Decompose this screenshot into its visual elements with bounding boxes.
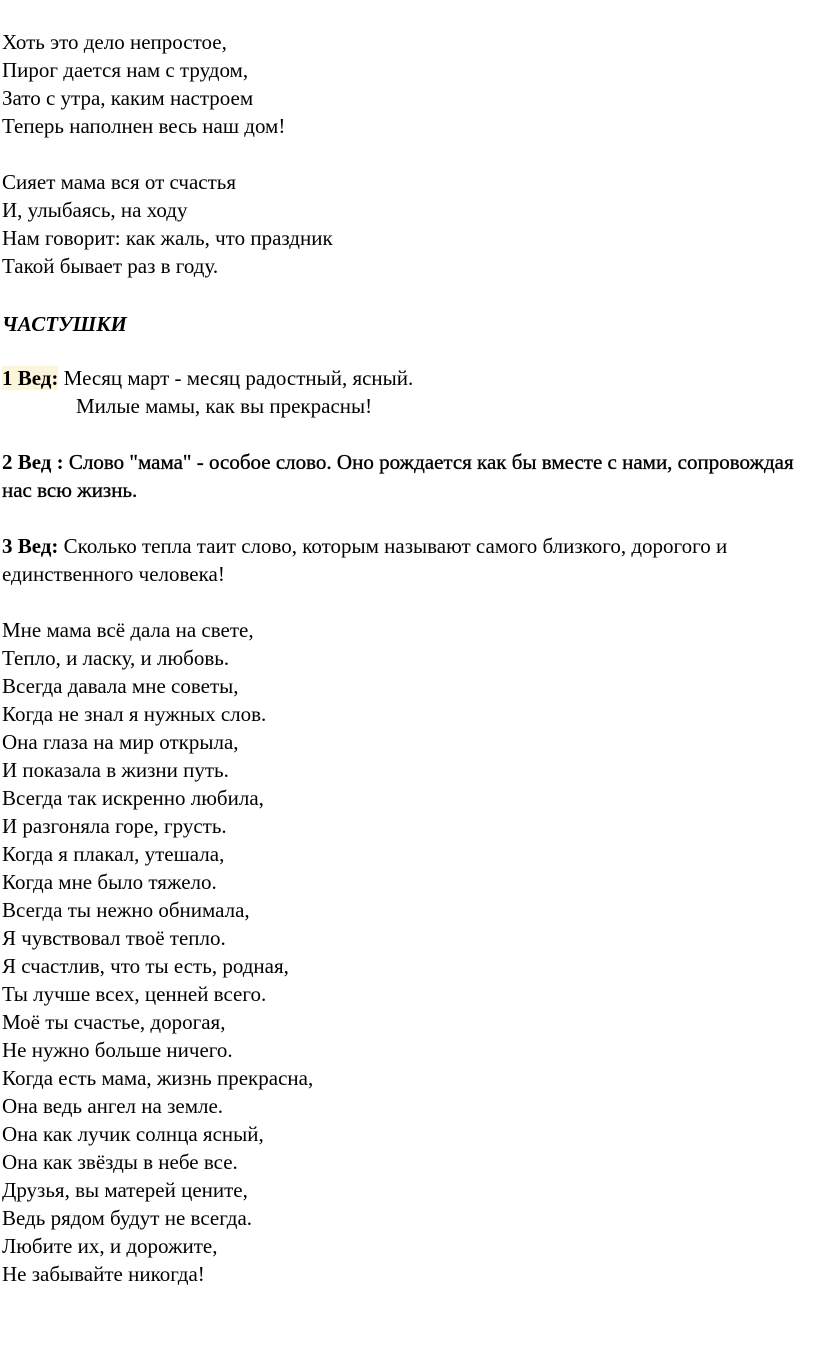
poem-line: И разгоняла горе, грусть.	[2, 814, 227, 838]
spacer	[2, 140, 814, 168]
poem-line: Когда я плакал, утешала,	[2, 842, 225, 866]
poem-line: Ты лучше всех, ценней всего.	[2, 982, 267, 1006]
poem-line: Не забывайте никогда!	[2, 1262, 205, 1286]
poem-line: Всегда так искренно любила,	[2, 786, 264, 810]
poem-line: Всегда давала мне советы,	[2, 674, 239, 698]
spacer	[2, 338, 814, 364]
poem-line: Такой бывает раз в году.	[2, 254, 219, 278]
poem-line: Пирог дается нам с трудом,	[2, 58, 249, 82]
poem-line: Она ведь ангел на земле.	[2, 1094, 224, 1118]
poem-line: Я чувствовал твоё тепло.	[2, 926, 226, 950]
stanza-1	[2, 28, 814, 140]
poem-line: Всегда ты нежно обнимала,	[2, 898, 250, 922]
poem-line: Ведь рядом будут не всегда.	[2, 1206, 253, 1230]
poem-line: И, улыбаясь, на ходу	[2, 198, 188, 222]
speaker-label: 1 Вед:	[2, 366, 59, 390]
poem-line: И показала в жизни путь.	[2, 758, 229, 782]
ved3-block	[2, 532, 802, 588]
spacer	[2, 504, 814, 532]
ved3-text: Сколько тепла таит слово, которым называют самого близкого, дорогого и единственного человека!	[2, 534, 728, 586]
document-page	[2, 28, 814, 1288]
section-heading: ЧАСТУШКИ	[2, 312, 127, 336]
ved1-line-2: Милые мамы, как вы прекрасны!	[76, 394, 373, 418]
poem-line: Теперь наполнен весь наш дом!	[2, 114, 286, 138]
stanza-2	[2, 168, 814, 280]
ved2-block	[2, 448, 802, 504]
poem-line: Когда мне было тяжело.	[2, 870, 217, 894]
poem-line: Нам говорит: как жаль, что праздник	[2, 226, 333, 250]
poem-line: Тепло, и ласку, и любовь.	[2, 646, 230, 670]
poem-line: Я счастлив, что ты есть, родная,	[2, 954, 289, 978]
spacer	[2, 280, 814, 294]
poem-line: Она как звёзды в небе все.	[2, 1150, 238, 1174]
poem-line: Когда есть мама, жизнь прекрасна,	[2, 1066, 314, 1090]
poem-line: Зато с утра, каким настроем	[2, 86, 254, 110]
poem-line: Хоть это дело непростое,	[2, 30, 227, 54]
poem-line: Она глаза на мир открыла,	[2, 730, 239, 754]
spacer	[2, 420, 814, 448]
poem-line: Моё ты счастье, дорогая,	[2, 1010, 226, 1034]
poem-line: Сияет мама вся от счастья	[2, 170, 237, 194]
ved1-line-1: Месяц март - месяц радостный, ясный.	[58, 366, 414, 390]
poem-line: Не нужно больше ничего.	[2, 1038, 233, 1062]
speaker-label: 2 Вед :	[2, 450, 64, 474]
poem-line: Она как лучик солнца ясный,	[2, 1122, 264, 1146]
poem	[2, 616, 814, 1288]
poem-line: Друзья, вы матерей цените,	[2, 1178, 248, 1202]
ved2-text: Слово "мама" - особое слово. Оно рождается как бы вместе с нами, сопровождая нас всю жизнь.	[2, 450, 794, 502]
poem-line: Любите их, и дорожите,	[2, 1234, 218, 1258]
spacer	[2, 588, 814, 616]
poem-line: Когда не знал я нужных слов.	[2, 702, 267, 726]
poem-line: Мне мама всё дала на свете,	[2, 618, 254, 642]
speaker-label: 3 Вед:	[2, 534, 59, 558]
ved1-block	[2, 364, 814, 420]
